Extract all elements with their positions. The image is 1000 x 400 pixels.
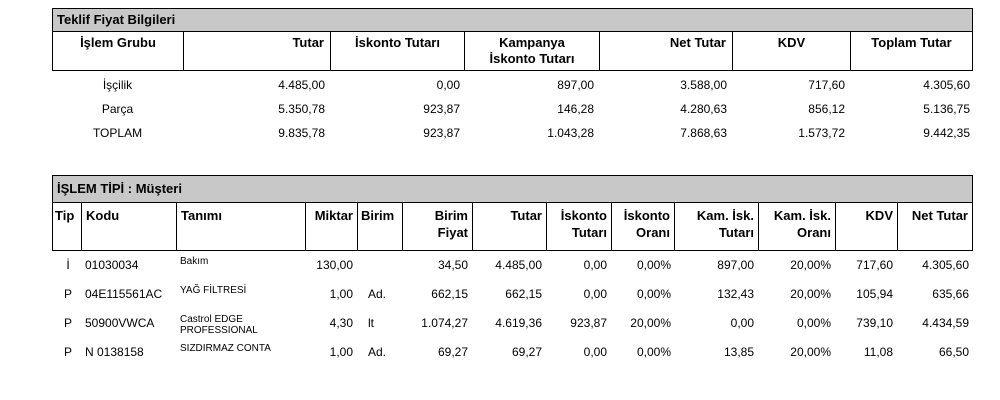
cell-iskonto-tutari: 923,87	[423, 102, 460, 116]
cell-islem-grubu: İşçilik	[102, 78, 133, 92]
cell-iskonto-tutari: 0,00	[583, 345, 607, 359]
cell-iskonto-orani: 20,00%	[630, 316, 671, 330]
col-header-iskonto-tutari-2: İskonto Tutarı	[546, 203, 611, 251]
cell-iskonto-tutari: 0,00	[583, 287, 607, 301]
cell-birim-fiyat: 34,50	[437, 258, 468, 272]
cell-tutar: 9.835,78	[278, 126, 325, 140]
cell-kdv: 717,60	[808, 78, 845, 92]
cell-net-tutar: 7.868,63	[680, 126, 727, 140]
cell-net-tutar: 4.434,59	[922, 316, 969, 330]
cell-net-tutar: 635,66	[932, 287, 969, 301]
cell-kam-isk-orani: 20,00%	[790, 345, 831, 359]
cell-tanimi: Castrol EDGE PROFESSIONAL	[180, 314, 258, 334]
col-header-tanimi: Tanımı	[176, 203, 305, 251]
cell-kodu: 04E115561AC	[85, 287, 163, 301]
col-header-tip: Tip	[52, 203, 81, 251]
cell-kampanya-iskonto: 897,00	[557, 78, 594, 92]
col-header-islem-grubu: İşlem Grubu	[52, 32, 183, 71]
cell-tutar: 5.350,78	[278, 102, 325, 116]
cell-kampanya-iskonto: 1.043,28	[547, 126, 594, 140]
section-title-islem-tipi: İŞLEM TİPİ : Müşteri	[52, 175, 973, 203]
col-header-birim: Birim	[357, 203, 402, 251]
cell-tutar: 4.619,36	[495, 316, 542, 330]
cell-tutar: 4.485,00	[495, 258, 542, 272]
cell-tip: P	[63, 316, 72, 330]
col-header-iskonto-orani: İskonto Oranı	[611, 203, 674, 251]
cell-kdv: 856,12	[808, 102, 845, 116]
col-header-kam-isk-tutari: Kam. İsk. Tutarı	[674, 203, 758, 251]
cell-net-tutar: 4.280,63	[680, 102, 727, 116]
cell-kam-isk-tutari: 897,00	[717, 258, 754, 272]
cell-iskonto-orani: 0,00%	[636, 287, 671, 301]
cell-miktar: 1,00	[329, 287, 353, 301]
cell-net-tutar: 66,50	[938, 345, 969, 359]
cell-kam-isk-orani: 20,00%	[790, 287, 831, 301]
cell-tip: P	[63, 287, 72, 301]
cell-islem-grubu: TOPLAM	[92, 126, 143, 140]
cell-tutar: 69,27	[511, 345, 542, 359]
cell-birim: Ad.	[368, 345, 387, 359]
cell-kam-isk-tutari: 132,43	[717, 287, 754, 301]
cell-tanimi: YAĞ FİLTRESİ	[180, 285, 247, 296]
cell-birim-fiyat: 662,15	[431, 287, 468, 301]
cell-kodu: 01030034	[85, 258, 139, 272]
cell-miktar: 1,00	[329, 345, 353, 359]
col-header-kampanya-iskonto: Kampanya İskonto Tutarı	[464, 32, 599, 71]
cell-toplam-tutar: 9.442,35	[923, 126, 970, 140]
cell-kam-isk-tutari: 13,85	[723, 345, 754, 359]
col-header-kdv-2: KDV	[835, 203, 897, 251]
cell-kampanya-iskonto: 146,28	[557, 102, 594, 116]
cell-kdv: 1.573,72	[798, 126, 845, 140]
cell-tanimi: SIZDIRMAZ CONTA	[180, 343, 271, 354]
cell-birim-fiyat: 1.074,27	[421, 316, 468, 330]
cell-tip: P	[63, 345, 72, 359]
cell-iskonto-tutari: 0,00	[583, 258, 607, 272]
cell-miktar: 4,30	[329, 316, 353, 330]
col-header-iskonto-tutari: İskonto Tutarı	[330, 32, 464, 71]
col-header-tutar-2: Tutar	[472, 203, 546, 251]
cell-birim-fiyat: 69,27	[437, 345, 468, 359]
cell-net-tutar: 3.588,00	[680, 78, 727, 92]
cell-kdv: 717,60	[856, 258, 893, 272]
cell-iskonto-orani: 0,00%	[636, 258, 671, 272]
cell-kam-isk-orani: 0,00%	[796, 316, 831, 330]
col-header-net-tutar-2: Net Tutar	[897, 203, 973, 251]
cell-tutar: 4.485,00	[278, 78, 325, 92]
cell-kodu: N 0138158	[85, 345, 144, 359]
cell-birim: Ad.	[368, 287, 387, 301]
cell-iskonto-orani: 0,00%	[636, 345, 671, 359]
cell-net-tutar: 4.305,60	[922, 258, 969, 272]
cell-iskonto-tutari: 923,87	[570, 316, 607, 330]
cell-iskonto-tutari: 0,00	[436, 78, 460, 92]
cell-kam-isk-tutari: 0,00	[730, 316, 754, 330]
cell-kdv: 739,10	[856, 316, 893, 330]
cell-kodu: 50900VWCA	[85, 316, 155, 330]
section-title-teklif: Teklif Fiyat Bilgileri	[52, 8, 973, 32]
cell-iskonto-tutari: 923,87	[423, 126, 460, 140]
cell-toplam-tutar: 4.305,60	[923, 78, 970, 92]
col-header-kam-isk-orani: Kam. İsk. Oranı	[758, 203, 835, 251]
col-header-kdv: KDV	[732, 32, 850, 71]
cell-miktar: 130,00	[316, 258, 353, 272]
cell-kdv: 105,94	[856, 287, 893, 301]
col-header-birim-fiyat: Birim Fiyat	[402, 203, 472, 251]
col-header-net-tutar: Net Tutar	[599, 32, 732, 71]
cell-tutar: 662,15	[505, 287, 542, 301]
cell-tanimi: Bakım	[180, 256, 209, 267]
col-header-tutar: Tutar	[183, 32, 330, 71]
cell-toplam-tutar: 5.136,75	[923, 102, 970, 116]
col-header-kodu: Kodu	[81, 203, 176, 251]
col-header-miktar: Miktar	[305, 203, 357, 251]
col-header-toplam-tutar: Toplam Tutar	[850, 32, 973, 71]
cell-kam-isk-orani: 20,00%	[790, 258, 831, 272]
cell-kdv: 11,08	[863, 345, 893, 359]
cell-islem-grubu: Parça	[101, 102, 134, 116]
cell-tip: İ	[66, 258, 70, 272]
cell-birim: lt	[368, 316, 374, 330]
